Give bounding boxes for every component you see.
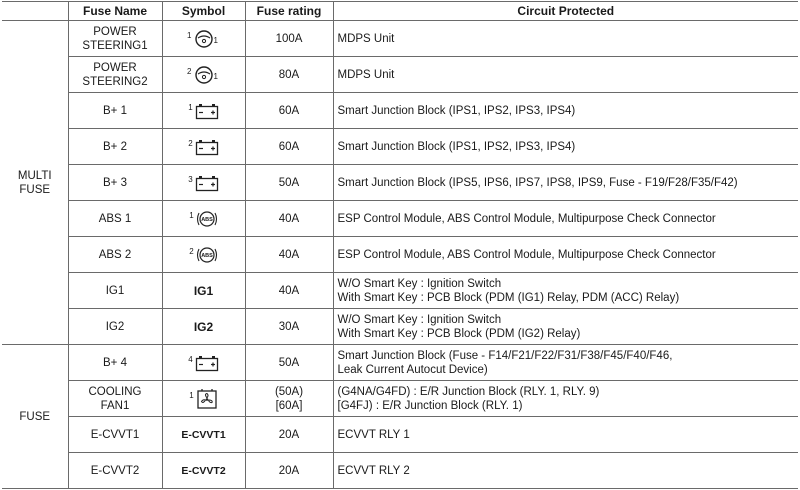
circuit-protected: Smart Junction Block (IPS1, IPS2, IPS3, IPS4) [333,93,798,129]
table-row [2,237,798,273]
fuse-symbol: 2 [162,129,245,165]
battery-icon [195,354,219,372]
fuse-symbol: 3 [162,165,245,201]
fuse-rating: 40A [245,273,333,309]
battery-icon [195,102,219,120]
circuit-protected: ECVVT RLY 1 [333,417,798,453]
fuse-rating: 40A [245,201,333,237]
header-symbol: Symbol [162,2,245,21]
fuse-symbol: 1 [162,93,245,129]
fuse-name: IG1 [68,273,162,309]
table-row [2,417,798,453]
fuse-name: B+ 1 [68,93,162,129]
steering-wheel-icon [194,29,214,49]
table-row [2,345,798,381]
fuse-rating: 20A [245,417,333,453]
fuse-symbol: 1 [162,381,245,417]
fuse-symbol: 2 1 [162,57,245,93]
header-category [2,2,68,21]
circuit-protected: ECVVT RLY 2 [333,453,798,489]
fuse-rating: 60A [245,129,333,165]
fuse-name: ABS 1 [68,201,162,237]
fuse-rating: 40A [245,237,333,273]
circuit-protected: Smart Junction Block (IPS1, IPS2, IPS3, IPS4) [333,129,798,165]
circuit-protected: (G4NA/G4FD) : E/R Junction Block (RLY. 1, RLY. 9) [G4FJ) : E/R Junction Block (RLY. 1) [333,381,798,417]
table-row [2,309,798,345]
table-row [2,57,798,93]
fuse-rating: 100A [245,21,333,57]
fuse-name: IG2 [68,309,162,345]
table-row [2,201,798,237]
fuse-name: B+ 3 [68,165,162,201]
circuit-protected: ESP Control Module, ABS Control Module, Multipurpose Check Connector [333,237,798,273]
circuit-protected: ESP Control Module, ABS Control Module, Multipurpose Check Connector [333,201,798,237]
fuse-rating: 30A [245,309,333,345]
header-row [2,2,798,21]
fuse-symbol: 1 ABS [162,201,245,237]
category-label: FUSE [19,183,51,196]
circuit-protected: W/O Smart Key : Ignition Switch With Smart Key : PCB Block (PDM (IG1) Relay, PDM (ACC) Relay) [333,273,798,309]
fuse-rating: 50A [245,165,333,201]
fuse-name: POWER STEERING2 [68,57,162,93]
circuit-protected: Smart Junction Block (IPS5, IPS6, IPS7, IPS8, IPS9, Fuse - F19/F28/F35/F42) [333,165,798,201]
battery-icon [195,174,219,192]
fuse-table [2,1,798,489]
category-label: MULTI [17,169,52,182]
category-label: FUSE [19,410,51,423]
table-row [2,381,798,417]
table-row [2,165,798,201]
circuit-protected: Smart Junction Block (Fuse - F14/F21/F22/F31/F38/F45/F40/F46, Leak Current Autocut Device) [333,345,798,381]
svg-text:ABS: ABS [200,252,213,259]
header-fuse-name: Fuse Name [68,2,162,21]
table-row [2,273,798,309]
circuit-protected: MDPS Unit [333,57,798,93]
steering-wheel-icon [194,65,214,85]
fuse-name: B+ 2 [68,129,162,165]
table-row [2,21,798,57]
cooling-fan-icon [196,388,218,410]
fuse-name: ABS 2 [68,237,162,273]
table-row [2,129,798,165]
table-row [2,453,798,489]
fuse-symbol: 1 1 [162,21,245,57]
circuit-protected: MDPS Unit [333,21,798,57]
fuse-name: COOLING FAN1 [68,381,162,417]
header-rating: Fuse rating [245,2,333,21]
category-multi-fuse [2,21,68,345]
fuse-symbol: E-CVVT2 [162,453,245,489]
fuse-symbol: 4 [162,345,245,381]
header-circuit: Circuit Protected [333,2,798,21]
fuse-rating: 80A [245,57,333,93]
battery-icon [195,138,219,156]
fuse-name: B+ 4 [68,345,162,381]
fuse-name: POWER STEERING1 [68,21,162,57]
fuse-symbol: IG2 [162,309,245,345]
fuse-symbol: IG1 [162,273,245,309]
table-row [2,93,798,129]
fuse-rating: 50A [245,345,333,381]
fuse-name: E-CVVT2 [68,453,162,489]
abs-icon [196,208,218,230]
circuit-protected: W/O Smart Key : Ignition Switch With Smart Key : PCB Block (PDM (IG2) Relay) [333,309,798,345]
fuse-rating: 60A [245,93,333,129]
fuse-symbol: E-CVVT1 [162,417,245,453]
fuse-symbol: 2 ABS [162,237,245,273]
fuse-rating: 20A [245,453,333,489]
fuse-rating: (50A) [60A] [245,381,333,417]
fuse-name: E-CVVT1 [68,417,162,453]
category-fuse [2,345,68,489]
abs-icon [196,244,218,266]
svg-text:ABS: ABS [200,216,213,223]
